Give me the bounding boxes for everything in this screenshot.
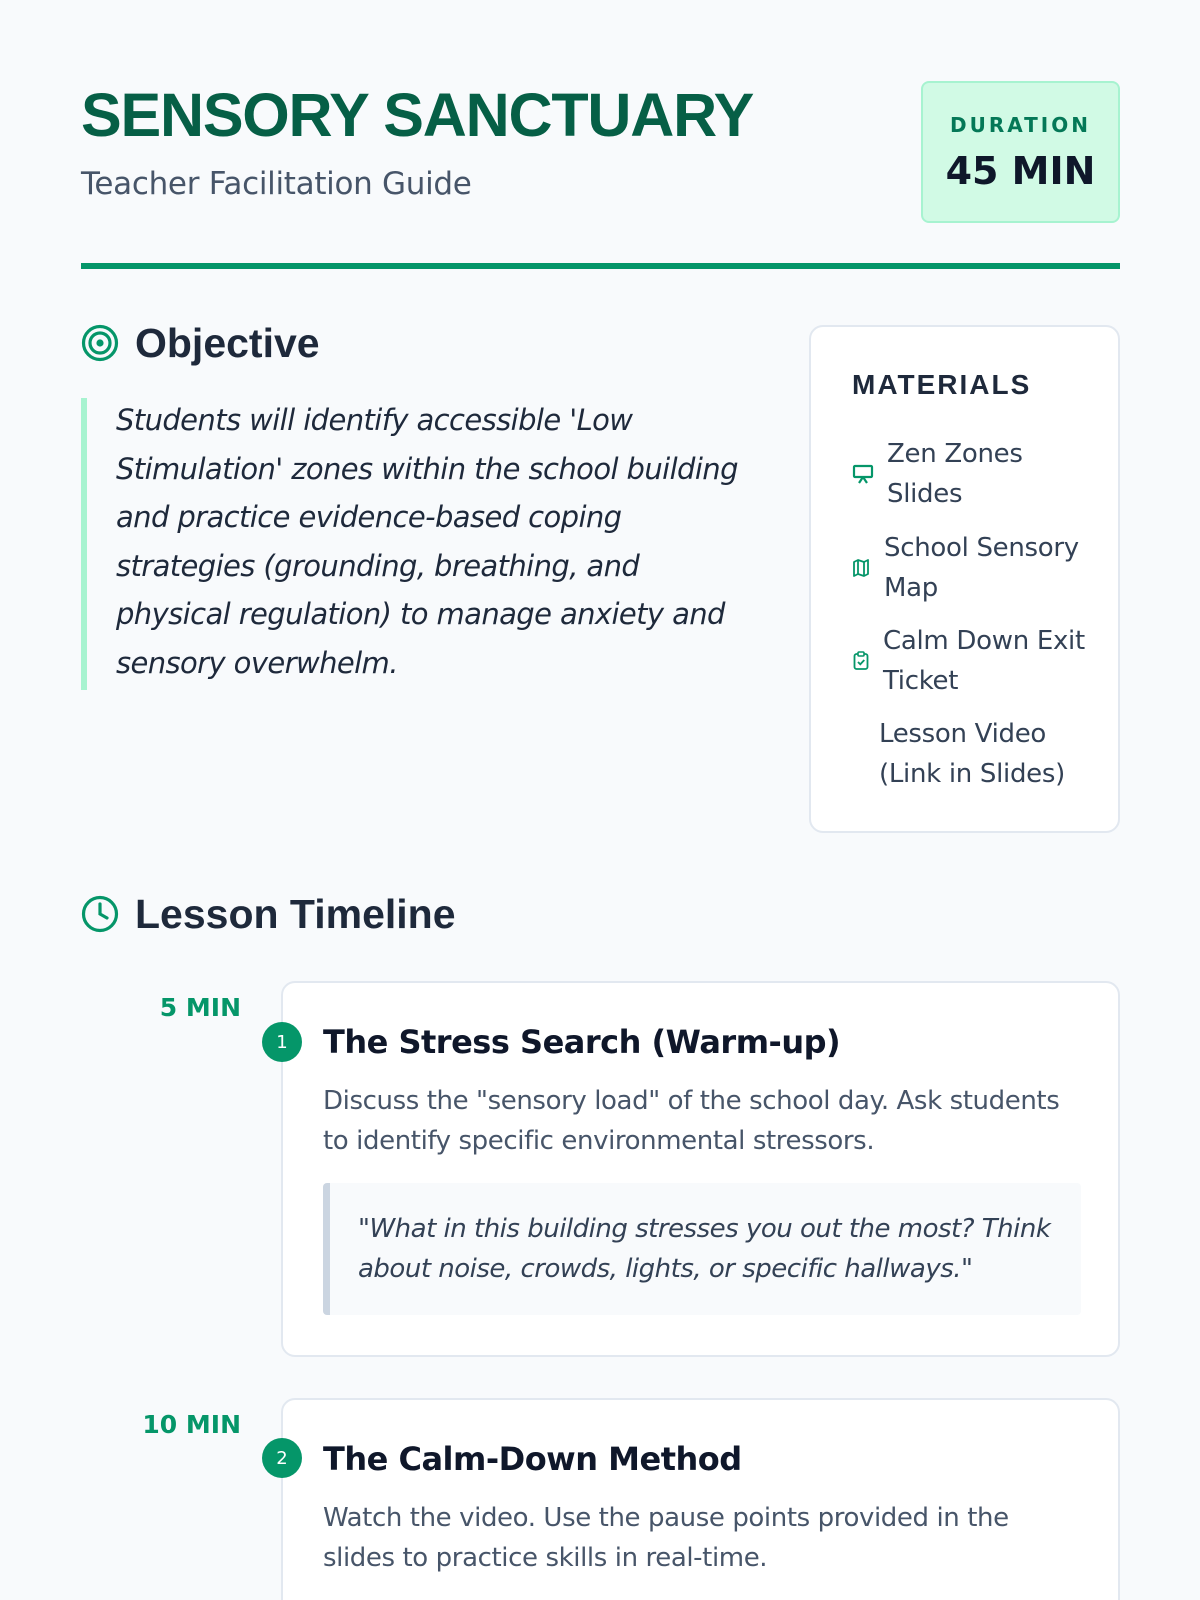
material-item xyxy=(852,434,1087,514)
step-title: The Stress Search (Warm-up) xyxy=(323,1023,841,1061)
material-item xyxy=(852,621,1113,701)
step-duration: 10 MIN xyxy=(142,1410,241,1439)
timeline-step-card xyxy=(281,981,1120,1357)
materials-card xyxy=(809,325,1120,833)
duration-value: 45 MIN xyxy=(945,149,1096,193)
clipboard-check-icon xyxy=(852,650,874,672)
timeline-heading-text: Lesson Timeline xyxy=(135,890,456,937)
duration-badge xyxy=(921,81,1120,223)
lesson-guide-page xyxy=(81,0,1120,1600)
objective-heading xyxy=(81,318,320,368)
timeline-step-card xyxy=(281,1398,1120,1600)
step-number-badge: 1 xyxy=(262,1022,302,1062)
step-duration: 5 MIN xyxy=(159,993,241,1022)
objective-block xyxy=(81,398,761,690)
material-item xyxy=(879,714,1099,794)
step-number-badge: 2 xyxy=(262,1438,302,1478)
step-description: Watch the video. Use the pause points provided in the slides to practice skills in real-time. xyxy=(323,1503,1009,1573)
presentation-icon xyxy=(852,463,874,485)
target-icon xyxy=(81,324,119,362)
material-label: School Sensory Map xyxy=(884,533,1079,603)
objective-text: Students will identify accessible 'Low Stimulation' zones within the school building and practice evidence-based coping strategies (grounding, breathing, and physical regulation) to manage anxiety and sensory overwhelm. xyxy=(116,403,738,680)
map-icon xyxy=(852,557,874,579)
material-label: Zen Zones Slides xyxy=(887,439,1023,509)
duration-label: DURATION xyxy=(950,113,1091,137)
step-description: Discuss the "sensory load" of the school day. Ask students to identify specific environmental stressors. xyxy=(323,1086,1060,1156)
quote-text: "What in this building stresses you out the most? Think about noise, crowds, lights, or specific hallways." xyxy=(358,1214,1051,1284)
material-label: Calm Down Exit Ticket xyxy=(883,626,1085,696)
clock-icon xyxy=(81,895,119,933)
page-title: SENSORY SANCTUARY xyxy=(81,81,754,149)
discussion-quote xyxy=(323,1183,1081,1315)
header-divider xyxy=(81,263,1120,269)
timeline-heading xyxy=(81,889,456,939)
material-item xyxy=(852,528,1104,608)
materials-title: MATERIALS xyxy=(852,369,1032,400)
page-subtitle: Teacher Facilitation Guide xyxy=(81,166,472,202)
objective-heading-text: Objective xyxy=(135,319,320,366)
material-label: Lesson Video (Link in Slides) xyxy=(879,719,1065,789)
step-title: The Calm-Down Method xyxy=(323,1440,742,1478)
